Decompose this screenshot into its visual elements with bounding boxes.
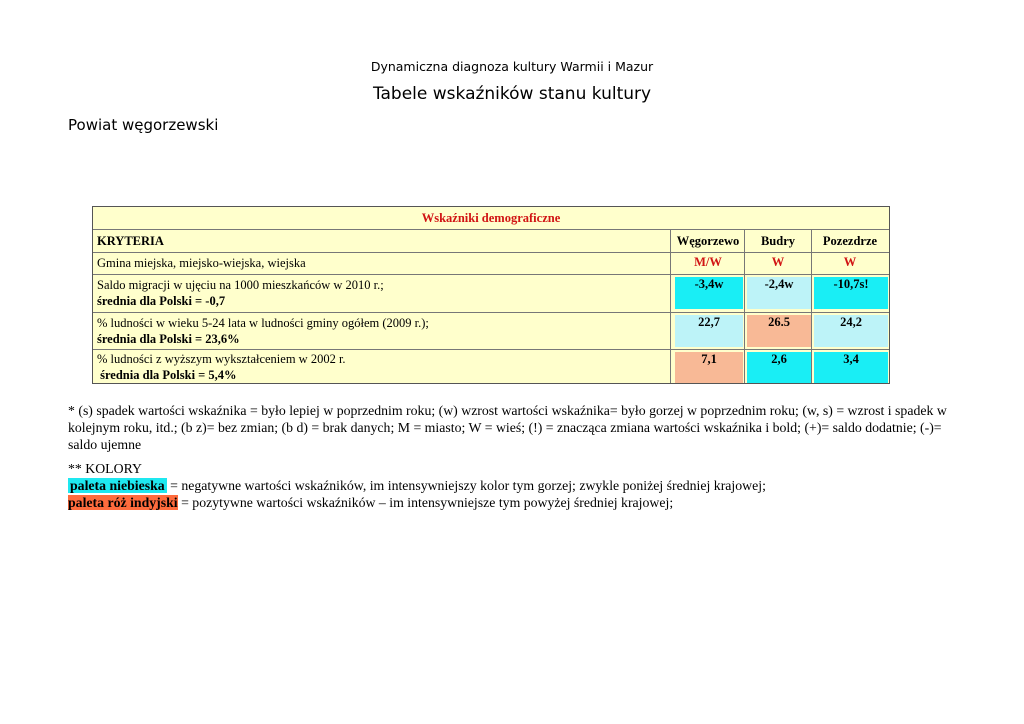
colors-heading: ** KOLORY (68, 461, 142, 476)
criteria-header: KRYTERIA (97, 234, 164, 248)
table-row-label (97, 351, 346, 383)
column-header-budry: Budry (760, 234, 796, 248)
table-cell-value: 22,7 (675, 315, 743, 347)
colors-blue-line (68, 477, 958, 494)
table-cell-value: 2,6 (747, 352, 811, 383)
indicators-table (92, 206, 890, 384)
colors-legend (68, 460, 958, 511)
table-row-label (97, 315, 429, 347)
column-header-wegorzewo: Węgorzewo (676, 234, 740, 248)
table-row-label (97, 277, 384, 309)
row-label-text: Saldo migracji w ujęciu na 1000 mieszkańców w 2010 r.; (97, 278, 384, 292)
row-label-text: % ludności w wieku 5-24 lata w ludności gminy ogółem (2009 r.); (97, 316, 429, 330)
table-row-label: Gmina miejska, miejsko-wiejska, wiejska (97, 256, 306, 270)
table-cell-value: 26.5 (747, 315, 811, 347)
table-cell-value: -2,4w (747, 277, 811, 309)
document-subtitle: Dynamiczna diagnoza kultury Warmii i Mazur (370, 59, 654, 74)
table-cell-value: W (771, 255, 785, 269)
red-palette-text: = pozytywne wartości wskaźników – im intensywniejsze tym powyżej średniej krajowej; (177, 495, 674, 510)
row-label-average: średnia dla Polski = -0,7 (97, 294, 226, 308)
table-cell-value: M/W (694, 255, 722, 269)
row-label-average: średnia dla Polski = 23,6% (97, 332, 240, 346)
row-label-text: % ludności z wyższym wykształceniem w 2002 r. (97, 352, 346, 366)
legend-notes: * (s) spadek wartości wskaźnika = było lepiej w poprzednim roku; (w) wzrost wartości wskaźnika= było gorzej w poprzednim roku; (w, s) = wzrost i spadek w kolejnym roku, itd.; (b z)= bez zmian; (b d) = brak danych; M = miasto; W = wieś; (!) = znacząca zmiana wartości wskaźnika i bold; (+)= saldo dodatnie; (-)= saldo ujemne (68, 403, 947, 452)
table-cell-value: -10,7s! (814, 277, 888, 309)
table-cell-value: 7,1 (675, 352, 743, 383)
blue-palette-text: = negatywne wartości wskaźników, im intensywniejszy kolor tym gorzej; zwykle poniżej średniej krajowej; (166, 478, 766, 493)
blue-palette-label: paleta niebieska (70, 478, 165, 493)
red-palette-label: paleta róż indyjski (68, 495, 178, 510)
table-caption: Wskaźniki demograficzne (421, 211, 561, 225)
district-heading: Powiat węgorzewski (68, 116, 219, 134)
column-header-pozezdrze: Pozezdrze (822, 234, 878, 248)
row-label-average: średnia dla Polski = 5,4% (97, 368, 237, 382)
table-cell-value: -3,4w (675, 277, 743, 309)
document-title: Tabele wskaźników stanu kultury (372, 84, 652, 104)
table-cell-value: 3,4 (814, 352, 888, 383)
colors-red-line (68, 494, 958, 511)
table-cell-value: W (843, 255, 857, 269)
table-cell-value: 24,2 (814, 315, 888, 347)
